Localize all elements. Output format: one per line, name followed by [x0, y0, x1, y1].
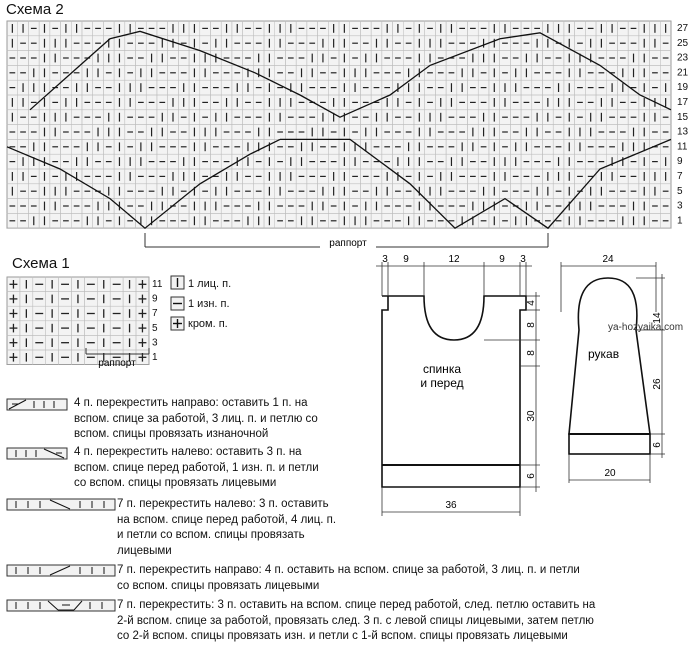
scheme1-row-numbers: [152, 279, 163, 363]
scheme1-row-number: 7: [152, 308, 158, 320]
scheme1-repeat-label: раппорт: [98, 358, 136, 369]
cable-symbol-4: [7, 565, 115, 576]
body-dim-right-1: 4: [526, 300, 537, 306]
legend-edge: кром. п.: [188, 318, 228, 330]
body-dim-top-3: 12: [448, 254, 460, 265]
scheme2-row-number: 9: [677, 156, 683, 168]
cable-symbol-5: [7, 600, 115, 611]
sleeve-label: рукав: [588, 347, 620, 361]
scheme1-row-number: 11: [152, 279, 163, 290]
pattern-pieces: [360, 252, 695, 522]
scheme2-row-number: 19: [677, 82, 689, 94]
sleeve-dim-right-1: 14: [652, 312, 663, 324]
scheme1-row-number: 1: [152, 352, 158, 363]
sleeve-dim-right-2: 26: [652, 378, 663, 390]
cable-desc-4: 7 п. перекрестить направо: 4 п. оставить на вспом. спице за работой, 3 лиц. п. и петли со вспом. спицы провязать лицевыми: [117, 564, 580, 592]
cable-desc-3: 7 п. перекрестить налево: 3 п. оставить на вспом. спице перед работой, 4 лиц. п. и петли со вспом. спицы провязать лицевыми: [117, 498, 337, 557]
legend-symbols: [170, 275, 190, 333]
scheme2-row-number: 1: [677, 215, 683, 227]
scheme1-row-number: 5: [152, 322, 158, 334]
sleeve-dim-bottom: 20: [604, 468, 616, 479]
scheme2-row-number: 3: [677, 200, 683, 212]
scheme2-row-number: 5: [677, 185, 683, 197]
body-dim-right-2: 8: [526, 322, 537, 328]
body-label-1: спинка: [422, 362, 462, 376]
scheme2-repeat-label: раппорт: [329, 238, 367, 249]
scheme2-row-number: 23: [677, 52, 689, 64]
body-dim-right-5: 6: [526, 473, 537, 479]
scheme2-row-number: 21: [677, 67, 689, 79]
scheme2-row-number: 27: [677, 23, 689, 34]
scheme2-row-number: 15: [677, 111, 689, 123]
legend-knit: 1 лиц. п.: [188, 278, 232, 290]
sleeve-piece: [569, 278, 650, 454]
sleeve-dim-top: 24: [602, 254, 614, 265]
scheme2-row-number: 7: [677, 171, 683, 182]
scheme2-row-numbers: [677, 23, 689, 226]
scheme2-row-number: 13: [677, 126, 689, 138]
body-dim-bottom: 36: [445, 500, 457, 511]
body-label-2: и перед: [420, 376, 464, 390]
legend-purl: 1 изн. п.: [188, 298, 230, 310]
scheme1-chart: [0, 270, 170, 370]
cable-symbol-3: [7, 499, 115, 510]
scheme2-chart: [0, 0, 695, 252]
scheme1-row-number: 3: [152, 337, 158, 349]
watermark: ya-hozyaika.com: [608, 322, 684, 333]
scheme2-title: Схема 2: [6, 1, 64, 18]
cable-symbol-1: [7, 399, 67, 410]
body-dim-right-4: 30: [526, 410, 537, 422]
cable-desc-2: 4 п. перекрестить налево: оставить 3 п. на вспом. спице перед работой, 1 изн. п. и петли со вспом. спицы провязать лицевыми: [74, 446, 319, 489]
body-dim-top-4: 9: [499, 254, 505, 265]
cable-symbol-2: [7, 448, 67, 459]
body-dim-top-1: 3: [382, 254, 388, 265]
cable-desc-1: 4 п. перекрестить направо: оставить 1 п. на вспом. спице за работой, 3 лиц. п. и петлю со вспом. спицы провязать изнаночной: [74, 397, 318, 440]
scheme2-row-number: 17: [677, 97, 689, 108]
body-dim-right-3: 8: [526, 350, 537, 356]
scheme1-grid: [7, 277, 149, 365]
body-piece: [382, 296, 526, 487]
scheme1-title: Схема 1: [12, 255, 70, 272]
body-dim-top-2: 9: [403, 254, 409, 265]
scheme2-row-number: 25: [677, 37, 689, 49]
sleeve-dim-right-3: 6: [652, 442, 663, 448]
body-dim-top-5: 3: [520, 254, 526, 265]
scheme2-row-number: 11: [677, 141, 688, 153]
scheme1-row-number: 9: [152, 293, 158, 305]
cable-desc-5: 7 п. перекрестить: 3 п. оставить на вспом. спице перед работой, след. петлю оставить на 2-й вспом. спице за работой, провязать след. 3 п. с левой спицы лицевыми, затем петлю со 2-й вспом. спицы провязать изн. и петли с 1-й вспом. спицы провязать лицевыми: [117, 599, 596, 642]
